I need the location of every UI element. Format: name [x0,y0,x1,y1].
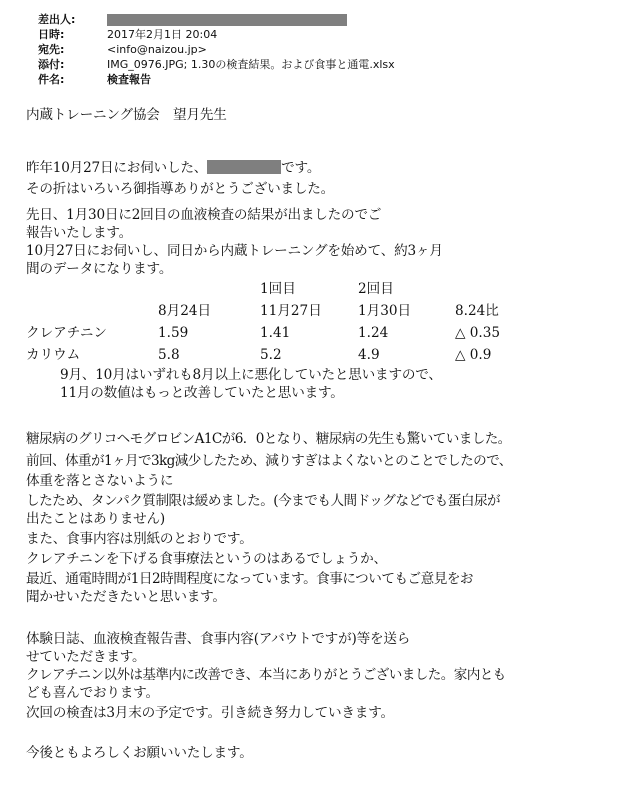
body-line: 次回の検査は3月末の予定です。引き続き努力していきます。 [26,705,394,721]
body-text: 昨年10月27日にお伺いした、 [26,160,208,176]
table-cell: 1.24 [358,325,389,341]
body-line: 10月27日にお伺いし、同日から内蔵トレーニングを始めて、約3ヶ月 [26,243,443,259]
column-header: 8月24日 [158,303,212,319]
to-value: <info@naizou.jp> [107,43,207,56]
salutation: 内蔵トレーニング協会 望月先生 [26,107,227,123]
to-label: 宛先: [38,43,65,56]
subject-label: 件名: [38,73,65,86]
body-line: クレアチニンを下げる食事療法というのはあるでしょうか、 [26,551,387,567]
body-line: 9月、10月はいずれも8月以上に悪化していたと思いますので、 [60,367,442,383]
body-line: 体重を落とさないように [26,473,174,489]
round-header: 2回目 [358,281,394,297]
body-line: 11月の数値はもっと改善していたと思います。 [60,385,344,401]
body-text: です。 [281,160,321,176]
body-line: 体験日誌、血液検査報告書、食事内容(アバウトですが)等を送ら [26,631,411,647]
body-line: 糖尿病のグリコヘモグロビンA1Cが6．0となり、糖尿病の先生も驚いていました。 [26,431,511,447]
subject-value: 検査報告 [107,73,151,86]
column-header: 8.24比 [455,303,499,319]
body-line: ども喜んでおります。 [26,685,159,701]
body-line: したため、タンパク質制限は緩めました。(今までも人間ドッグなどでも蛋白尿が [26,493,501,509]
redacted-name [207,160,281,174]
column-header: 11月27日 [260,303,322,319]
body-line: 聞かせいただきたいと思います。 [26,589,226,605]
from-label: 差出人: [38,13,76,26]
table-cell: △ 0.9 [455,347,492,363]
attachment-value: IMG_0976.JPG; 1.30の検査結果。および食事と通電.xlsx [107,58,395,71]
date-label: 日時: [38,28,65,41]
body-line: 前回、体重が1ヶ月で3kg減少したため、減りすぎはよくないとのことでしたので、 [26,453,512,469]
table-cell: 5.8 [158,347,180,363]
redacted-sender [107,14,347,26]
row-label: カリウム [26,347,81,363]
body-line: 先日、1月30日に2回目の血液検査の結果が出ましたのでご [26,207,382,223]
body-line: また、食事内容は別紙のとおりです。 [26,531,253,547]
table-cell: 1.59 [158,325,189,341]
round-header: 1回目 [260,281,296,297]
column-header: 1月30日 [358,303,412,319]
body-line [26,159,320,177]
row-label: クレアチニン [26,325,108,341]
table-cell: 1.41 [260,325,291,341]
body-line: 最近、通電時間が1日2時間程度になっています。食事についてもご意見をお [26,571,474,587]
body-line: せていただきます。 [26,649,146,665]
table-cell: 5.2 [260,347,282,363]
body-line: その折はいろいろ御指導ありがとうございました。 [26,181,335,197]
body-line: クレアチニン以外は基準内に改善でき、本当にありがとうございました。家内とも [26,667,506,683]
body-line: 間のデータになります。 [26,261,173,277]
body-line: 報告いたします。 [26,225,133,241]
attachment-label: 添付: [38,58,65,71]
date-value: 2017年2月1日 20:04 [107,28,218,41]
table-cell: 4.9 [358,347,380,363]
closing-line: 今後ともよろしくお願いいたします。 [26,745,253,761]
table-cell: △ 0.35 [455,325,501,341]
body-line: 出たことはありません) [26,511,166,527]
